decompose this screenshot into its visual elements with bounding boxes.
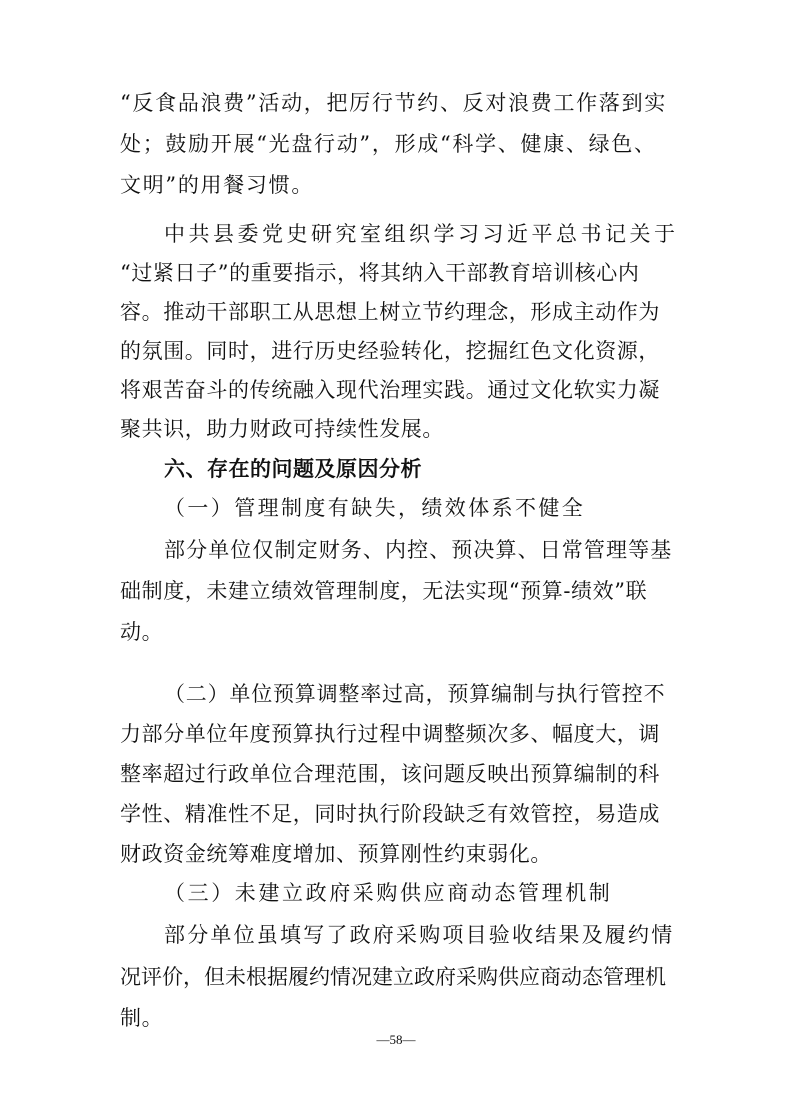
section-heading: 六、存在的问题及原因分析 [164, 457, 422, 481]
body-line: 容。推动干部职工从思想上树立节约理念，形成主动作为 [120, 300, 660, 324]
body-line: 整率超过行政单位合理范围，该问题反映出预算编制的科 [120, 762, 660, 786]
body-line: “反食品浪费”活动，把厉行节约、反对浪费工作落到实 [120, 91, 667, 115]
body-line: 制。 [120, 1006, 164, 1030]
body-line: “过紧日子”的重要指示，将其纳入干部教育培训核心内 [120, 261, 640, 285]
body-line: 处；鼓励开展“光盘行动”，形成“科学、健康、绿色、 [120, 132, 657, 156]
body-line: 学性、精准性不足，同时执行阶段缺乏有效管控，易造成 [120, 802, 660, 826]
body-line: 文明”的用餐习惯。 [120, 173, 315, 197]
body-line: 的氛围。同时，进行历史经验转化，挖掘红色文化资源， [120, 339, 660, 363]
body-line: 力部分单位年度预算执行过程中调整频次多、幅度大，调 [120, 722, 660, 746]
body-line: 中共县委党史研究室组织学习习近平总书记关于 [164, 222, 679, 246]
subsection-heading: （三）未建立政府采购供应商动态管理机制 [164, 881, 613, 905]
body-line: 动。 [120, 620, 164, 644]
subsection-heading: （一）管理制度有缺失，绩效体系不健全 [164, 496, 586, 520]
body-line: 础制度，未建立绩效管理制度，无法实现“预算-绩效”联 [120, 579, 648, 603]
body-line: 财政资金统筹难度增加、预算刚性约束弱化。 [120, 842, 552, 866]
body-line: 将艰苦奋斗的传统融入现代治理实践。通过文化软实力凝 [120, 378, 660, 402]
page-number: —58— [376, 1032, 416, 1047]
body-line: （二）单位预算调整率过高，预算编制与执行管控不 [164, 682, 666, 706]
body-line: 部分单位虽填写了政府采购项目验收结果及履约情 [164, 923, 675, 947]
body-line: 况评价，但未根据履约情况建立政府采购供应商动态管理机 [120, 965, 666, 989]
body-line: 部分单位仅制定财务、内控、预决算、日常管理等基 [164, 538, 673, 562]
body-line: 聚共识，助力财政可持续性发展。 [120, 417, 444, 441]
